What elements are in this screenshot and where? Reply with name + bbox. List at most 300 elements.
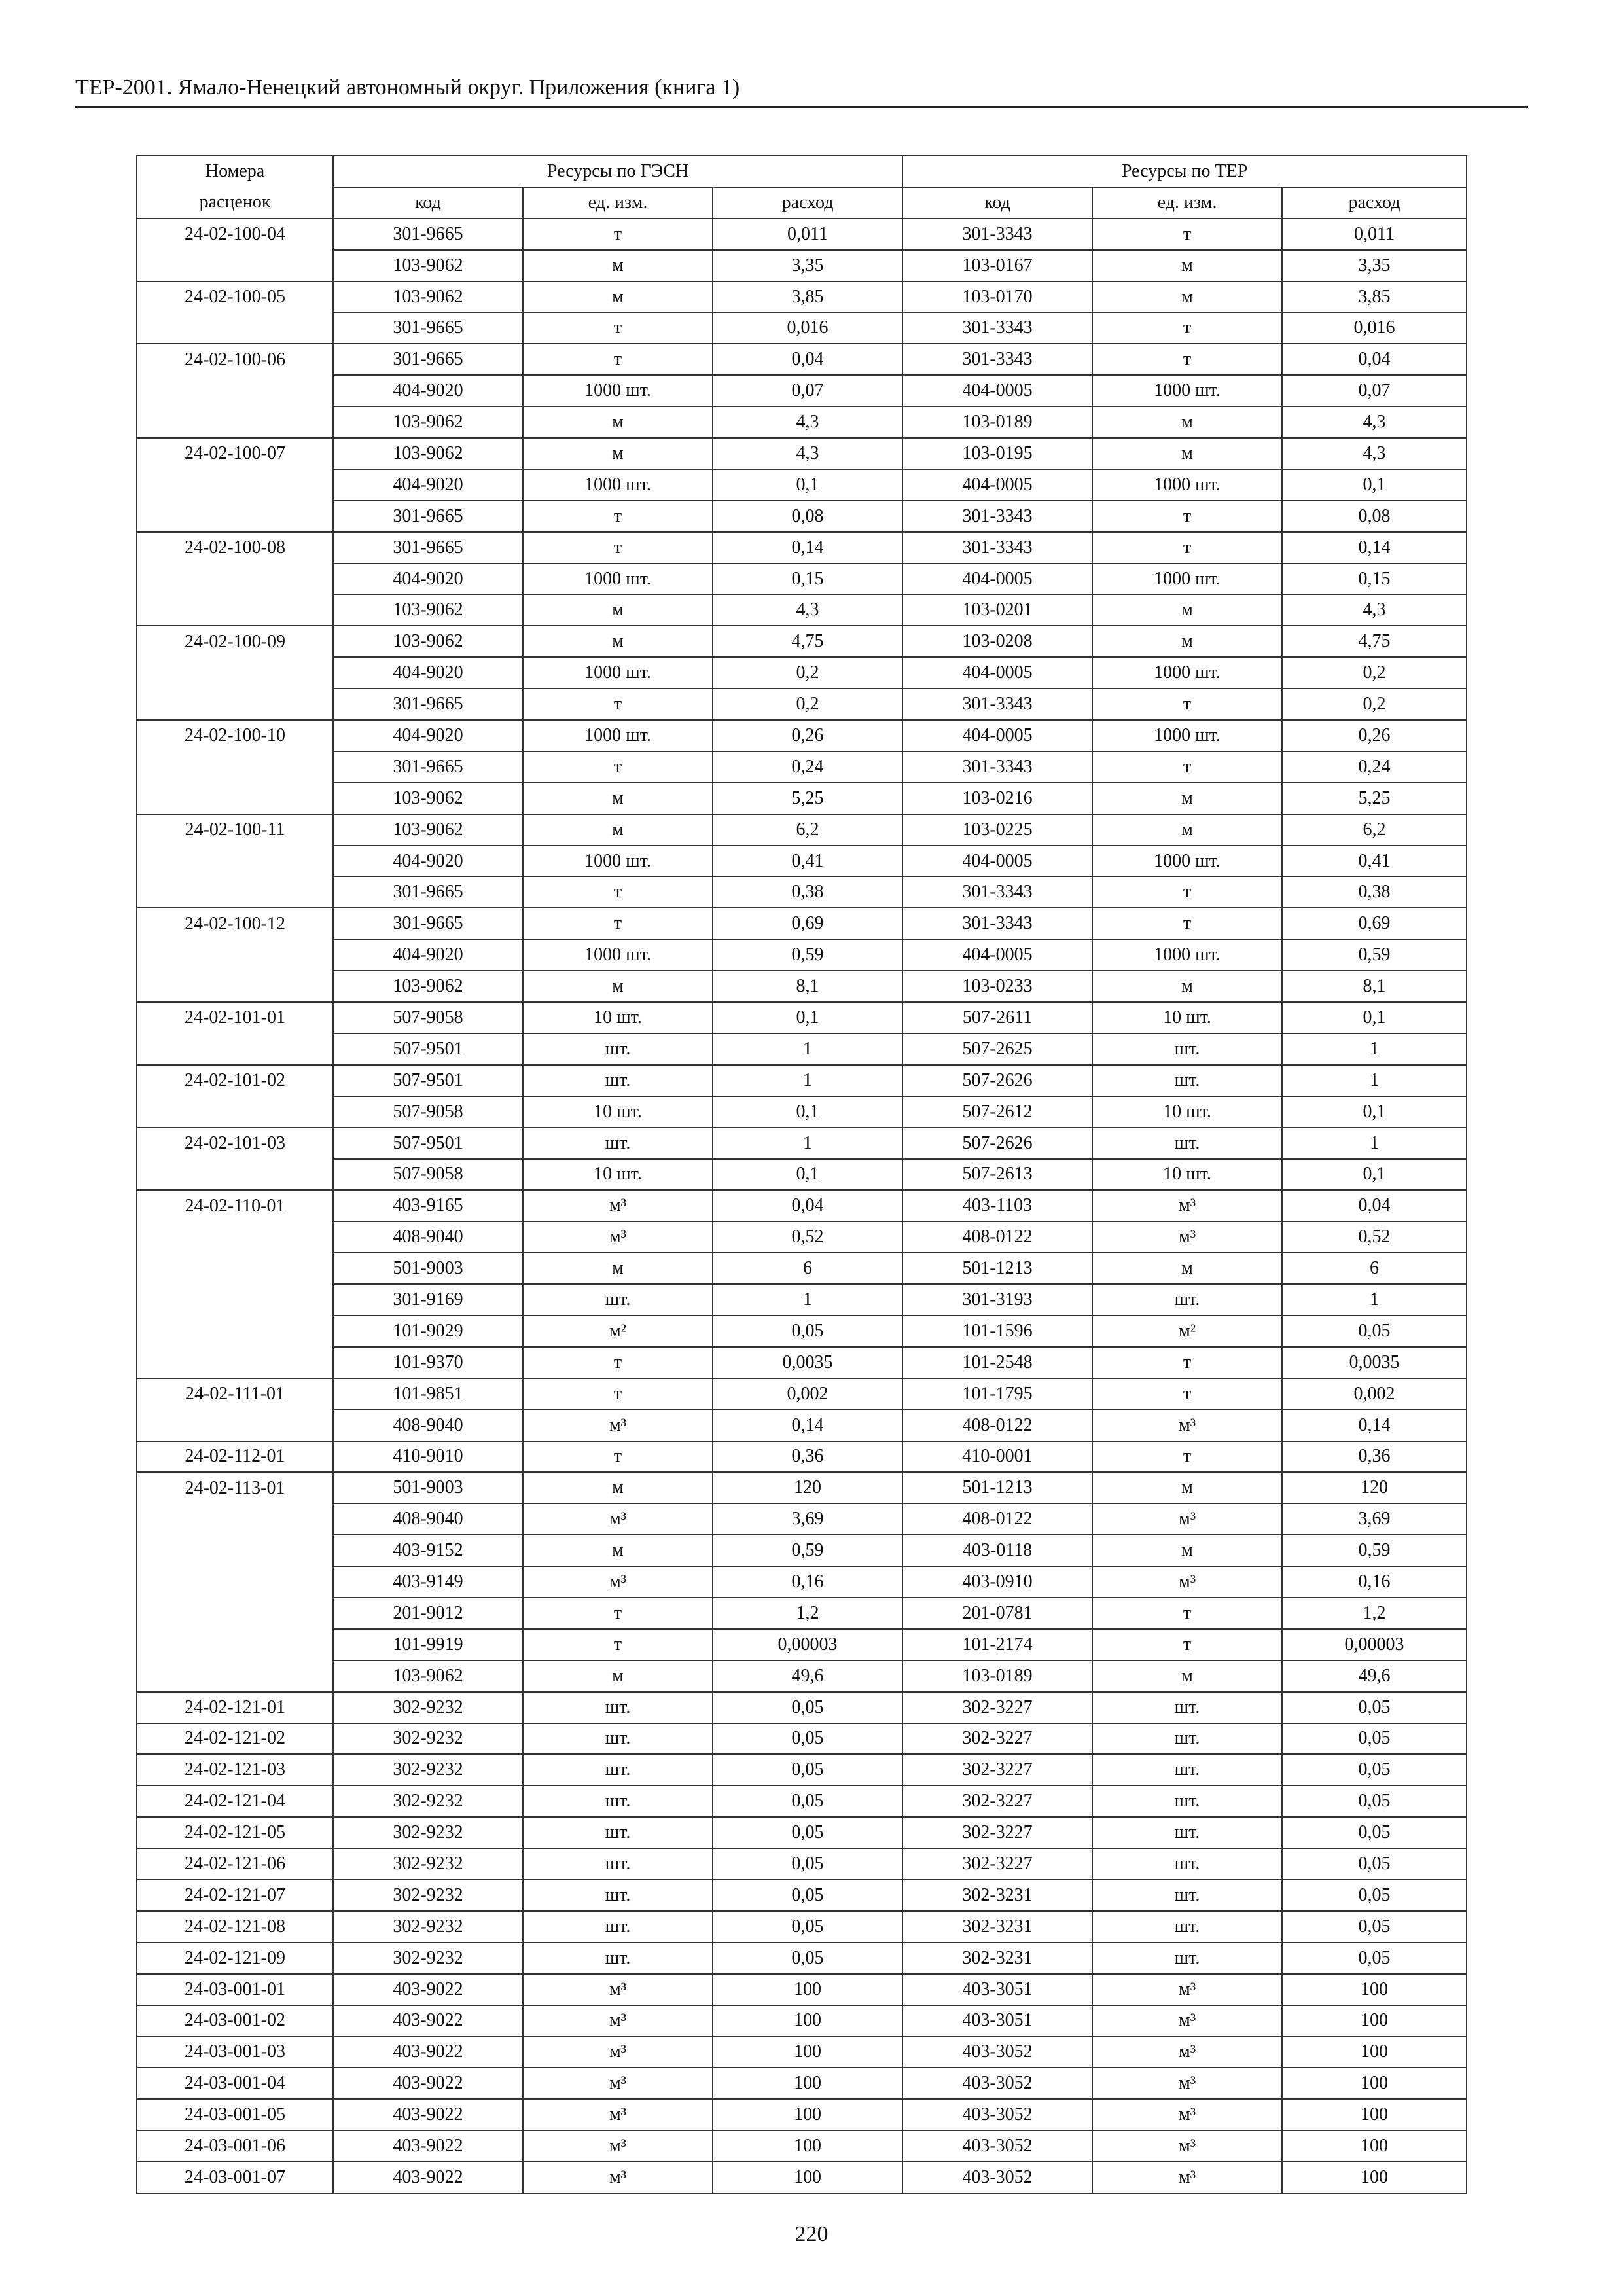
table-row <box>137 1128 1467 1159</box>
cell-ter-qty: 0,05 <box>1282 1692 1467 1723</box>
cell-ter-code: 404-0005 <box>902 375 1092 406</box>
cell-ter-unit: шт. <box>1092 1284 1282 1316</box>
cell-ter-qty: 0,1 <box>1282 469 1467 501</box>
cell-ter-code: 302-3227 <box>902 1754 1092 1785</box>
cell-gesn-qty: 0,05 <box>713 1785 902 1817</box>
cell-ter-unit: шт. <box>1092 1943 1282 1974</box>
cell-rate-number: 24-02-112-01 <box>137 1441 333 1473</box>
cell-gesn-code: 404-9020 <box>333 469 523 501</box>
cell-ter-unit: м <box>1092 1535 1282 1566</box>
cell-gesn-qty: 0,2 <box>713 657 902 689</box>
cell-ter-code: 301-3343 <box>902 219 1092 250</box>
cell-ter-unit: т <box>1092 751 1282 783</box>
cell-ter-unit: 10 шт. <box>1092 1002 1282 1033</box>
cell-gesn-qty: 100 <box>713 2036 902 2068</box>
cell-ter-unit: м <box>1092 814 1282 846</box>
cell-ter-unit: м³ <box>1092 1566 1282 1598</box>
cell-gesn-qty: 100 <box>713 2005 902 2037</box>
header-ter-unit: ед. изм. <box>1092 187 1282 219</box>
cell-gesn-unit: м³ <box>523 2130 713 2162</box>
table-row <box>137 876 1467 908</box>
cell-gesn-code: 103-9062 <box>333 783 523 814</box>
cell-rate-number <box>137 1221 333 1253</box>
cell-ter-code: 404-0005 <box>902 720 1092 751</box>
cell-ter-unit: шт. <box>1092 1911 1282 1943</box>
cell-gesn-unit: м³ <box>523 1503 713 1535</box>
table-row <box>137 1911 1467 1943</box>
cell-gesn-code: 403-9152 <box>333 1535 523 1566</box>
cell-ter-qty: 1,2 <box>1282 1598 1467 1629</box>
cell-gesn-qty: 0,002 <box>713 1378 902 1410</box>
cell-gesn-qty: 0,05 <box>713 1723 902 1755</box>
cell-rate-number <box>137 1347 333 1378</box>
cell-gesn-qty: 8,1 <box>713 971 902 1002</box>
cell-gesn-unit: м³ <box>523 1190 713 1221</box>
cell-ter-qty: 0,0035 <box>1282 1347 1467 1378</box>
cell-gesn-qty: 0,59 <box>713 939 902 971</box>
cell-ter-code: 103-0189 <box>902 1660 1092 1692</box>
cell-gesn-code: 301-9665 <box>333 501 523 532</box>
cell-ter-code: 302-3231 <box>902 1880 1092 1911</box>
cell-ter-qty: 0,04 <box>1282 344 1467 375</box>
cell-gesn-qty: 0,24 <box>713 751 902 783</box>
cell-rate-number: 24-02-100-04 <box>137 219 333 250</box>
cell-gesn-unit: 1000 шт. <box>523 657 713 689</box>
cell-gesn-qty: 0,26 <box>713 720 902 751</box>
cell-ter-unit: т <box>1092 312 1282 344</box>
cell-ter-qty: 1 <box>1282 1033 1467 1065</box>
cell-gesn-qty: 4,3 <box>713 594 902 626</box>
cell-ter-code: 507-2626 <box>902 1128 1092 1159</box>
cell-ter-unit: м³ <box>1092 1503 1282 1535</box>
cell-ter-code: 301-3193 <box>902 1284 1092 1316</box>
cell-ter-unit: шт. <box>1092 1880 1282 1911</box>
cell-ter-unit: т <box>1092 1629 1282 1660</box>
cell-gesn-code: 302-9232 <box>333 1817 523 1848</box>
cell-rate-number: 24-02-101-03 <box>137 1128 333 1159</box>
cell-gesn-unit: м <box>523 1472 713 1503</box>
cell-ter-qty: 4,3 <box>1282 594 1467 626</box>
cell-gesn-unit: т <box>523 312 713 344</box>
cell-gesn-code: 403-9022 <box>333 2130 523 2162</box>
cell-ter-code: 501-1213 <box>902 1253 1092 1284</box>
cell-gesn-unit: м <box>523 1660 713 1692</box>
cell-rate-number: 24-02-121-08 <box>137 1911 333 1943</box>
table-row <box>137 1472 1467 1503</box>
table-row <box>137 501 1467 532</box>
cell-gesn-unit: шт. <box>523 1848 713 1880</box>
table-row <box>137 1159 1467 1191</box>
cell-ter-qty: 4,3 <box>1282 438 1467 469</box>
cell-ter-code: 408-0122 <box>902 1410 1092 1441</box>
cell-gesn-qty: 100 <box>713 2130 902 2162</box>
cell-ter-qty: 0,05 <box>1282 1880 1467 1911</box>
cell-ter-code: 302-3231 <box>902 1911 1092 1943</box>
header-gesn-unit: ед. изм. <box>523 187 713 219</box>
cell-ter-qty: 0,69 <box>1282 908 1467 939</box>
cell-gesn-code: 404-9020 <box>333 657 523 689</box>
cell-rate-number <box>137 375 333 406</box>
table-row <box>137 312 1467 344</box>
cell-gesn-qty: 0,1 <box>713 1002 902 1033</box>
cell-gesn-qty: 0,15 <box>713 564 902 595</box>
cell-ter-unit: м³ <box>1092 1974 1282 2005</box>
cell-rate-number <box>137 751 333 783</box>
cell-gesn-code: 403-9165 <box>333 1190 523 1221</box>
cell-ter-qty: 0,05 <box>1282 1316 1467 1347</box>
cell-rate-number <box>137 1660 333 1692</box>
cell-ter-qty: 0,05 <box>1282 1723 1467 1755</box>
cell-ter-unit: т <box>1092 219 1282 250</box>
table-row <box>137 1284 1467 1316</box>
table-body <box>137 219 1467 2193</box>
cell-ter-unit: м² <box>1092 1316 1282 1347</box>
cell-gesn-unit: м³ <box>523 2099 713 2130</box>
cell-rate-number <box>137 469 333 501</box>
cell-ter-qty: 0,2 <box>1282 689 1467 720</box>
cell-gesn-code: 101-9370 <box>333 1347 523 1378</box>
cell-ter-unit: т <box>1092 876 1282 908</box>
cell-ter-unit: м³ <box>1092 1410 1282 1441</box>
cell-rate-number: 24-02-121-09 <box>137 1943 333 1974</box>
cell-ter-unit: м <box>1092 281 1282 313</box>
cell-gesn-unit: м² <box>523 1316 713 1347</box>
cell-ter-unit: шт. <box>1092 1128 1282 1159</box>
table-row <box>137 1347 1467 1378</box>
cell-rate-number <box>137 312 333 344</box>
table-row <box>137 1754 1467 1785</box>
cell-gesn-code: 302-9232 <box>333 1785 523 1817</box>
cell-ter-unit: 1000 шт. <box>1092 657 1282 689</box>
cell-gesn-code: 103-9062 <box>333 814 523 846</box>
header-ter-code: код <box>902 187 1092 219</box>
cell-rate-number: 24-02-111-01 <box>137 1378 333 1410</box>
cell-ter-qty: 0,05 <box>1282 1817 1467 1848</box>
cell-rate-number: 24-02-121-06 <box>137 1848 333 1880</box>
cell-gesn-code: 103-9062 <box>333 1660 523 1692</box>
table-row <box>137 1785 1467 1817</box>
cell-gesn-unit: шт. <box>523 1033 713 1065</box>
cell-gesn-qty: 5,25 <box>713 783 902 814</box>
cell-ter-qty: 4,75 <box>1282 626 1467 657</box>
cell-gesn-qty: 4,75 <box>713 626 902 657</box>
cell-gesn-code: 403-9149 <box>333 1566 523 1598</box>
cell-gesn-unit: 10 шт. <box>523 1096 713 1128</box>
table-row <box>137 406 1467 438</box>
cell-gesn-qty: 100 <box>713 2099 902 2130</box>
cell-rate-number: 24-02-100-07 <box>137 438 333 469</box>
cell-ter-code: 301-3343 <box>902 532 1092 564</box>
cell-ter-qty: 0,14 <box>1282 532 1467 564</box>
cell-ter-unit: шт. <box>1092 1754 1282 1785</box>
cell-rate-number: 24-02-113-01 <box>137 1472 333 1503</box>
cell-ter-qty: 5,25 <box>1282 783 1467 814</box>
cell-gesn-unit: м <box>523 594 713 626</box>
cell-ter-qty: 0,16 <box>1282 1566 1467 1598</box>
cell-ter-code: 507-2611 <box>902 1002 1092 1033</box>
cell-gesn-unit: м <box>523 1253 713 1284</box>
cell-rate-number: 24-03-001-01 <box>137 1974 333 2005</box>
cell-gesn-code: 301-9665 <box>333 876 523 908</box>
cell-ter-code: 403-0118 <box>902 1535 1092 1566</box>
cell-rate-number <box>137 1033 333 1065</box>
table-row <box>137 1441 1467 1473</box>
table-row <box>137 1096 1467 1128</box>
cell-gesn-unit: 1000 шт. <box>523 939 713 971</box>
cell-gesn-unit: т <box>523 689 713 720</box>
cell-ter-qty: 0,07 <box>1282 375 1467 406</box>
cell-ter-unit: шт. <box>1092 1723 1282 1755</box>
cell-gesn-code: 301-9665 <box>333 344 523 375</box>
cell-ter-code: 301-3343 <box>902 312 1092 344</box>
cell-gesn-unit: т <box>523 1347 713 1378</box>
cell-gesn-code: 404-9020 <box>333 564 523 595</box>
cell-ter-qty: 1 <box>1282 1284 1467 1316</box>
cell-ter-code: 103-0167 <box>902 250 1092 281</box>
table-row <box>137 1692 1467 1723</box>
cell-ter-qty: 100 <box>1282 2068 1467 2099</box>
cell-ter-code: 408-0122 <box>902 1221 1092 1253</box>
cell-ter-code: 103-0170 <box>902 281 1092 313</box>
cell-gesn-qty: 1 <box>713 1128 902 1159</box>
table-row <box>137 971 1467 1002</box>
cell-gesn-qty: 0,05 <box>713 1692 902 1723</box>
cell-gesn-qty: 0,07 <box>713 375 902 406</box>
cell-ter-qty: 100 <box>1282 2005 1467 2037</box>
cell-rate-number: 24-02-121-01 <box>137 1692 333 1723</box>
cell-rate-number <box>137 1503 333 1535</box>
cell-rate-number <box>137 406 333 438</box>
cell-ter-unit: м³ <box>1092 2036 1282 2068</box>
cell-gesn-qty: 6,2 <box>713 814 902 846</box>
cell-gesn-qty: 0,05 <box>713 1880 902 1911</box>
cell-ter-unit: т <box>1092 344 1282 375</box>
cell-gesn-code: 507-9058 <box>333 1159 523 1191</box>
cell-ter-code: 403-3051 <box>902 2005 1092 2037</box>
cell-ter-unit: шт. <box>1092 1065 1282 1096</box>
table-row <box>137 281 1467 313</box>
cell-gesn-unit: м <box>523 438 713 469</box>
cell-rate-number: 24-02-100-08 <box>137 532 333 564</box>
cell-ter-qty: 0,24 <box>1282 751 1467 783</box>
table-row <box>137 1848 1467 1880</box>
cell-gesn-qty: 49,6 <box>713 1660 902 1692</box>
header-rate-numbers-line1: Номера <box>137 156 333 187</box>
cell-ter-unit: шт. <box>1092 1785 1282 1817</box>
cell-ter-qty: 0,002 <box>1282 1378 1467 1410</box>
table-row <box>137 751 1467 783</box>
cell-ter-code: 501-1213 <box>902 1472 1092 1503</box>
cell-gesn-unit: м <box>523 626 713 657</box>
table-row <box>137 1503 1467 1535</box>
cell-ter-qty: 0,2 <box>1282 657 1467 689</box>
cell-ter-unit: м <box>1092 971 1282 1002</box>
cell-gesn-qty: 1,2 <box>713 1598 902 1629</box>
cell-ter-qty: 49,6 <box>1282 1660 1467 1692</box>
cell-gesn-qty: 0,05 <box>713 1754 902 1785</box>
cell-gesn-unit: т <box>523 1378 713 1410</box>
cell-ter-code: 403-0910 <box>902 1566 1092 1598</box>
cell-rate-number <box>137 689 333 720</box>
cell-ter-code: 403-3052 <box>902 2099 1092 2130</box>
cell-ter-unit: м³ <box>1092 2005 1282 2037</box>
cell-ter-qty: 100 <box>1282 1974 1467 2005</box>
cell-ter-unit: 1000 шт. <box>1092 939 1282 971</box>
table-row <box>137 594 1467 626</box>
cell-gesn-unit: шт. <box>523 1723 713 1755</box>
table-row <box>137 2162 1467 2193</box>
cell-gesn-code: 403-9022 <box>333 2162 523 2193</box>
cell-ter-unit: т <box>1092 501 1282 532</box>
cell-ter-code: 103-0208 <box>902 626 1092 657</box>
cell-ter-code: 507-2625 <box>902 1033 1092 1065</box>
table-row <box>137 1065 1467 1096</box>
header-ter-resources: Ресурсы по ТЕР <box>902 156 1467 187</box>
cell-rate-number <box>137 501 333 532</box>
cell-gesn-code: 403-9022 <box>333 2005 523 2037</box>
cell-ter-code: 403-3051 <box>902 1974 1092 2005</box>
table-row <box>137 1974 1467 2005</box>
table-row <box>137 1598 1467 1629</box>
cell-rate-number <box>137 1535 333 1566</box>
cell-gesn-qty: 0,05 <box>713 1817 902 1848</box>
cell-ter-qty: 100 <box>1282 2162 1467 2193</box>
cell-ter-code: 301-3343 <box>902 501 1092 532</box>
cell-ter-code: 301-3343 <box>902 876 1092 908</box>
cell-ter-code: 103-0225 <box>902 814 1092 846</box>
cell-ter-unit: шт. <box>1092 1692 1282 1723</box>
cell-ter-code: 404-0005 <box>902 564 1092 595</box>
cell-gesn-unit: м <box>523 814 713 846</box>
cell-ter-qty: 0,14 <box>1282 1410 1467 1441</box>
cell-ter-unit: м³ <box>1092 2099 1282 2130</box>
cell-gesn-code: 507-9501 <box>333 1128 523 1159</box>
cell-gesn-code: 404-9020 <box>333 939 523 971</box>
cell-ter-code: 507-2613 <box>902 1159 1092 1191</box>
cell-gesn-qty: 3,35 <box>713 250 902 281</box>
cell-gesn-code: 301-9169 <box>333 1284 523 1316</box>
cell-ter-unit: м³ <box>1092 2130 1282 2162</box>
cell-gesn-unit: т <box>523 532 713 564</box>
cell-gesn-unit: м <box>523 783 713 814</box>
cell-rate-number: 24-02-100-11 <box>137 814 333 846</box>
cell-gesn-code: 404-9020 <box>333 375 523 406</box>
cell-rate-number <box>137 657 333 689</box>
cell-ter-unit: шт. <box>1092 1033 1282 1065</box>
cell-ter-qty: 0,59 <box>1282 1535 1467 1566</box>
cell-ter-unit: т <box>1092 689 1282 720</box>
cell-gesn-code: 103-9062 <box>333 438 523 469</box>
cell-rate-number <box>137 594 333 626</box>
cell-gesn-unit: м³ <box>523 2068 713 2099</box>
cell-rate-number: 24-02-100-12 <box>137 908 333 939</box>
cell-ter-unit: 1000 шт. <box>1092 846 1282 877</box>
table-row <box>137 1378 1467 1410</box>
cell-ter-unit: м <box>1092 438 1282 469</box>
cell-gesn-qty: 0,05 <box>713 1911 902 1943</box>
cell-ter-unit: м³ <box>1092 2068 1282 2099</box>
cell-gesn-unit: м <box>523 281 713 313</box>
cell-gesn-qty: 0,14 <box>713 1410 902 1441</box>
cell-gesn-unit: м³ <box>523 1221 713 1253</box>
cell-ter-unit: м <box>1092 626 1282 657</box>
cell-rate-number: 24-02-110-01 <box>137 1190 333 1221</box>
cell-ter-code: 103-0233 <box>902 971 1092 1002</box>
cell-ter-qty: 3,69 <box>1282 1503 1467 1535</box>
cell-gesn-qty: 4,3 <box>713 406 902 438</box>
cell-ter-qty: 0,05 <box>1282 1943 1467 1974</box>
cell-rate-number <box>137 1253 333 1284</box>
cell-rate-number <box>137 1598 333 1629</box>
cell-rate-number: 24-02-101-02 <box>137 1065 333 1096</box>
cell-ter-qty: 0,00003 <box>1282 1629 1467 1660</box>
cell-gesn-qty: 100 <box>713 1974 902 2005</box>
cell-rate-number: 24-03-001-07 <box>137 2162 333 2193</box>
cell-rate-number <box>137 1096 333 1128</box>
cell-gesn-code: 403-9022 <box>333 2099 523 2130</box>
cell-gesn-code: 507-9058 <box>333 1002 523 1033</box>
cell-gesn-qty: 3,85 <box>713 281 902 313</box>
cell-ter-qty: 100 <box>1282 2130 1467 2162</box>
cell-ter-qty: 4,3 <box>1282 406 1467 438</box>
cell-gesn-qty: 0,14 <box>713 532 902 564</box>
cell-gesn-unit: шт. <box>523 1065 713 1096</box>
cell-ter-code: 101-1795 <box>902 1378 1092 1410</box>
cell-gesn-unit: т <box>523 876 713 908</box>
cell-ter-unit: т <box>1092 532 1282 564</box>
cell-gesn-qty: 0,04 <box>713 344 902 375</box>
cell-ter-unit: м³ <box>1092 2162 1282 2193</box>
cell-gesn-unit: шт. <box>523 1943 713 1974</box>
cell-rate-number <box>137 250 333 281</box>
cell-rate-number: 24-03-001-03 <box>137 2036 333 2068</box>
cell-gesn-code: 403-9022 <box>333 2036 523 2068</box>
cell-gesn-code: 101-9851 <box>333 1378 523 1410</box>
cell-ter-qty: 6 <box>1282 1253 1467 1284</box>
cell-gesn-code: 408-9040 <box>333 1503 523 1535</box>
cell-gesn-qty: 1 <box>713 1065 902 1096</box>
cell-gesn-qty: 0,011 <box>713 219 902 250</box>
cell-ter-code: 302-3227 <box>902 1785 1092 1817</box>
cell-rate-number: 24-02-100-09 <box>137 626 333 657</box>
table-row <box>137 2005 1467 2037</box>
cell-ter-qty: 8,1 <box>1282 971 1467 1002</box>
cell-ter-code: 302-3227 <box>902 1817 1092 1848</box>
cell-gesn-code: 103-9062 <box>333 971 523 1002</box>
cell-ter-qty: 0,41 <box>1282 846 1467 877</box>
table-row <box>137 2099 1467 2130</box>
table-row <box>137 908 1467 939</box>
cell-gesn-qty: 0,016 <box>713 312 902 344</box>
cell-ter-unit: т <box>1092 908 1282 939</box>
cell-rate-number: 24-03-001-02 <box>137 2005 333 2037</box>
cell-gesn-unit: м³ <box>523 1410 713 1441</box>
cell-ter-unit: 10 шт. <box>1092 1159 1282 1191</box>
cell-gesn-code: 507-9501 <box>333 1033 523 1065</box>
cell-gesn-code: 101-9919 <box>333 1629 523 1660</box>
cell-ter-code: 103-0216 <box>902 783 1092 814</box>
table-row <box>137 219 1467 250</box>
cell-gesn-code: 301-9665 <box>333 751 523 783</box>
cell-gesn-code: 403-9022 <box>333 2068 523 2099</box>
cell-gesn-qty: 0,1 <box>713 1159 902 1191</box>
cell-gesn-code: 301-9665 <box>333 908 523 939</box>
cell-rate-number: 24-02-100-06 <box>137 344 333 375</box>
cell-gesn-code: 301-9665 <box>333 689 523 720</box>
cell-ter-code: 403-3052 <box>902 2130 1092 2162</box>
header-gesn-code: код <box>333 187 523 219</box>
cell-gesn-qty: 0,05 <box>713 1848 902 1880</box>
